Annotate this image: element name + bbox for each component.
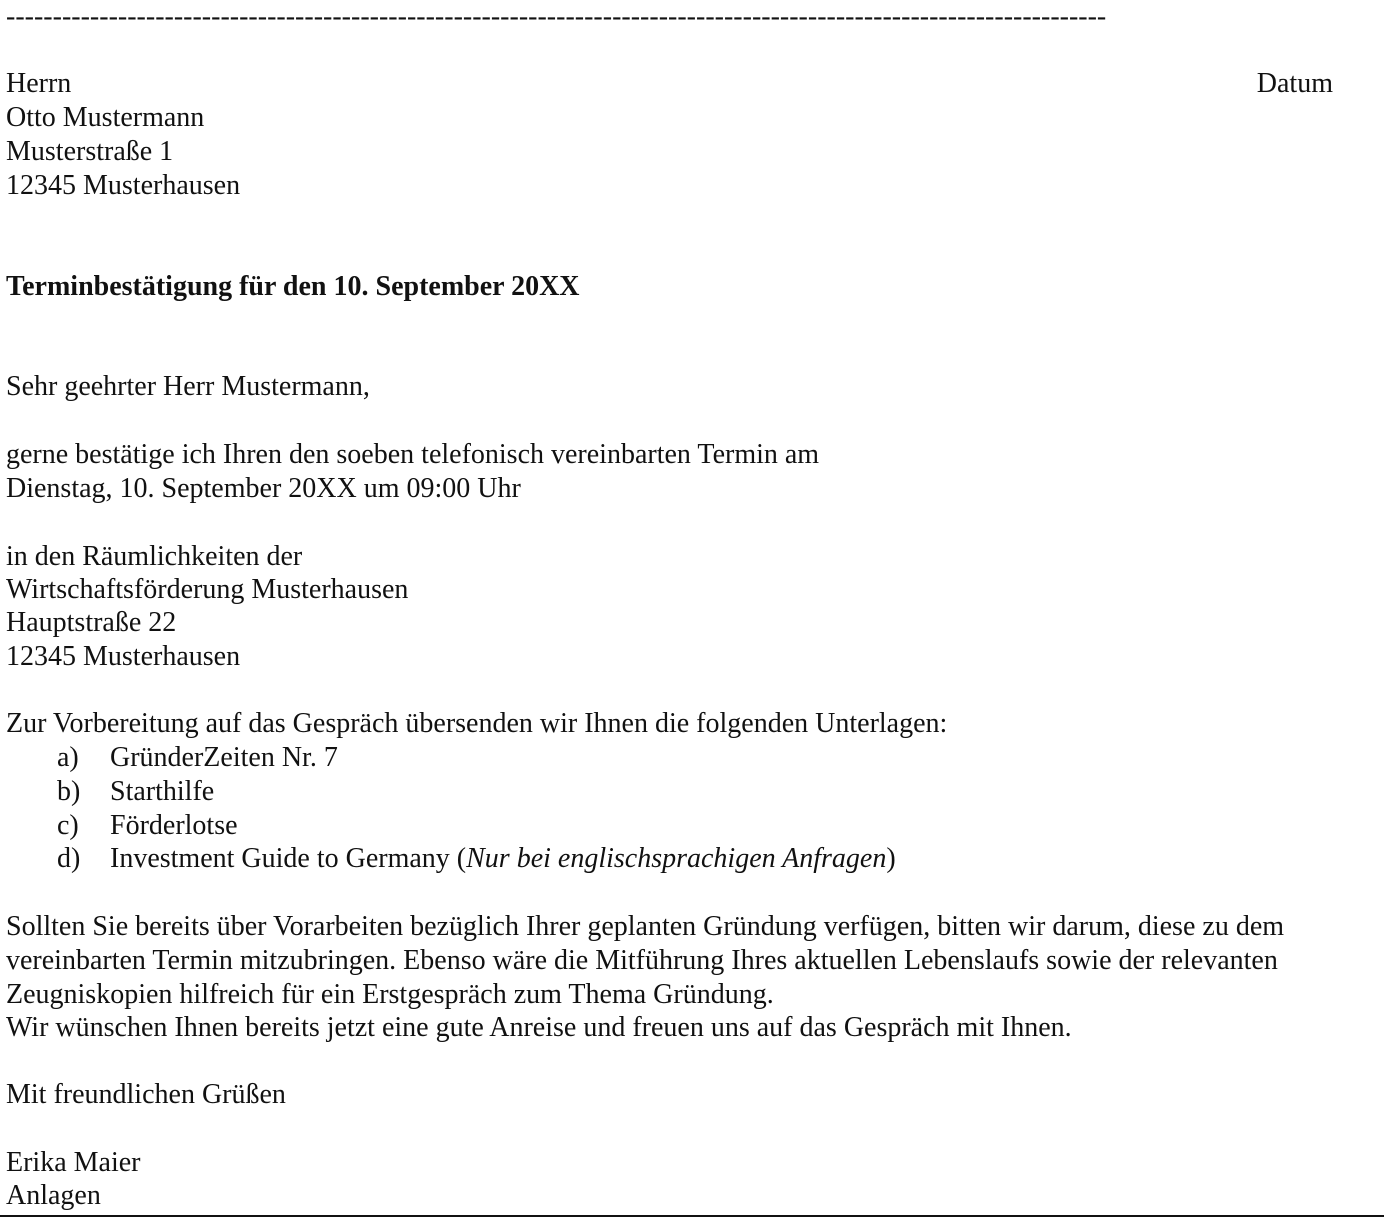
- closing: Mit freundlichen Grüßen: [6, 1079, 286, 1110]
- recipient-name: Otto Mustermann: [6, 102, 205, 133]
- list-note: Nur bei englischsprachigen Anfragen: [466, 843, 887, 874]
- list-text: Förderlotse: [110, 810, 238, 841]
- date-label: Datum: [1256, 68, 1333, 99]
- list-text: Investment Guide to Germany (: [110, 843, 467, 874]
- list-marker: d): [57, 843, 81, 874]
- top-separator: ----------------------------------------------------------------------------------------------------------------------: [6, 1, 1107, 32]
- confirmation-line-1: gerne bestätige ich Ihren den soeben telefonisch vereinbarten Termin am: [6, 439, 820, 470]
- signature: Erika Maier: [6, 1147, 141, 1178]
- list-marker: a): [57, 742, 79, 773]
- location-line-1: in den Räumlichkeiten der: [6, 541, 303, 572]
- subject-line: Terminbestätigung für den 10. September 20XX: [6, 271, 580, 302]
- location-line-4: 12345 Musterhausen: [6, 641, 241, 672]
- list-marker: c): [57, 810, 79, 841]
- list-marker: b): [57, 776, 81, 807]
- documents-intro: Zur Vorbereitung auf das Gespräch übersenden wir Ihnen die folgenden Unterlagen:: [6, 708, 948, 739]
- attachments-label: Anlagen: [6, 1180, 101, 1211]
- location-line-2: Wirtschaftsförderung Musterhausen: [6, 574, 409, 605]
- list-text: Starthilfe: [110, 776, 215, 807]
- paragraph-line-4: Wir wünschen Ihnen bereits jetzt eine gute Anreise und freuen uns auf das Gespräch mit Ihnen.: [6, 1012, 1072, 1043]
- list-text: GründerZeiten Nr. 7: [110, 742, 338, 773]
- location-line-3: Hauptstraße 22: [6, 607, 177, 638]
- list-closing-paren: ): [886, 843, 896, 874]
- paragraph-line-3: Zeugniskopien hilfreich für ein Erstgespräch zum Thema Gründung.: [6, 979, 774, 1010]
- greeting: Sehr geehrter Herr Mustermann,: [6, 371, 370, 402]
- recipient-street: Musterstraße 1: [6, 136, 174, 167]
- paragraph-line-2: vereinbarten Termin mitzubringen. Ebenso wäre die Mitführung Ihres aktuellen Lebenslaufs sowie der relevanten: [6, 945, 1278, 976]
- recipient-city: 12345 Musterhausen: [6, 170, 241, 201]
- recipient-salutation: Herrn: [6, 68, 72, 99]
- confirmation-line-2: Dienstag, 10. September 20XX um 09:00 Uhr: [6, 473, 521, 504]
- list-text-with-note: [110, 842, 896, 876]
- paragraph-line-1: Sollten Sie bereits über Vorarbeiten bezüglich Ihrer geplanten Gründung verfügen, bitten wir darum, diese zu dem: [6, 911, 1285, 942]
